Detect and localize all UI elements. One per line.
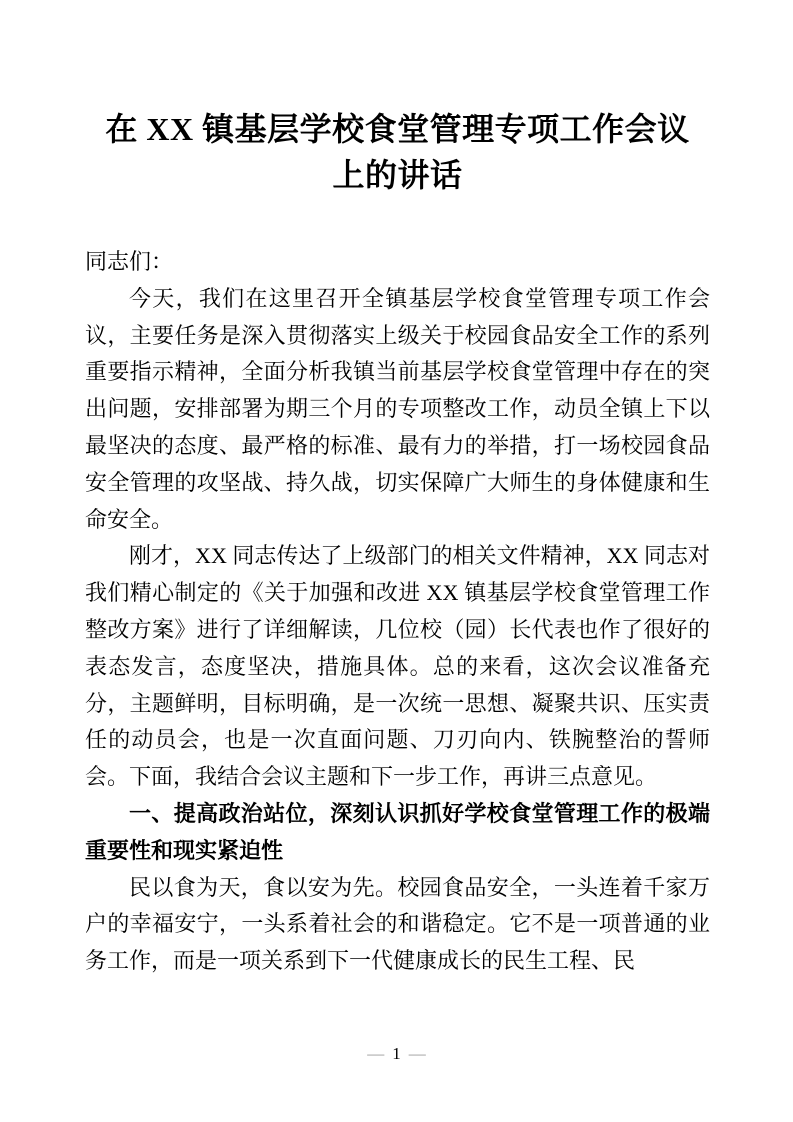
footer-left-dash: — xyxy=(367,1044,385,1063)
document-body xyxy=(85,244,710,980)
page-number: 1 xyxy=(392,1044,401,1063)
paragraph-1: 今天，我们在这里召开全镇基层学校食堂管理专项工作会议，主要任务是深入贯彻落实上级关于校园食品安全工作的系列重要指示精神，全面分析我镇当前基层学校食堂管理中存在的突出问题，安排部署为期三个月的专项整改工作，动员全镇上下以最坚决的态度、最严格的标准、最有力的举措，打一场校园食品安全管理的攻坚战、持久战，切实保障广大师生的身体健康和生命安全。 xyxy=(85,285,710,532)
paragraph-3: 民以食为天，食以安为先。校园食品安全，一头连着千家万户的幸福安宁，一头系着社会的和谐稳定。它不是一项普通的业务工作，而是一项关系到下一代健康成长的民生工程、民 xyxy=(85,874,710,974)
document-content xyxy=(85,106,710,980)
footer-right-dash: — xyxy=(408,1044,426,1063)
salutation: 同志们： xyxy=(85,249,174,274)
page-footer xyxy=(0,1044,793,1064)
document-title xyxy=(85,106,710,198)
document-title-line1: 在 XX 镇基层学校食堂管理专项工作会议 xyxy=(105,111,690,147)
paragraph-2: 刚才，XX 同志传达了上级部门的相关文件精神，XX 同志对我们精心制定的《关于加强和改进 XX 镇基层学校食堂管理工作整改方案》进行了详细解读，几位校（园）长代表也作了很好的表态发言，态度坚决，措施具体。总的来看，这次会议准备充分，主题鲜明，目标明确，是一次统一思想、凝聚共识、压实责任的动员会，也是一次直面问题、刀刃向内、铁腕整治的誓师会。下面，我结合会议主题和下一步工作，再讲三点意见。 xyxy=(85,543,710,790)
document-title-line2: 上的讲话 xyxy=(332,157,463,193)
section-heading-1: 一、提高政治站位，深刻认识抓好学校食堂管理工作的极端重要性和现实紧迫性 xyxy=(85,800,710,863)
